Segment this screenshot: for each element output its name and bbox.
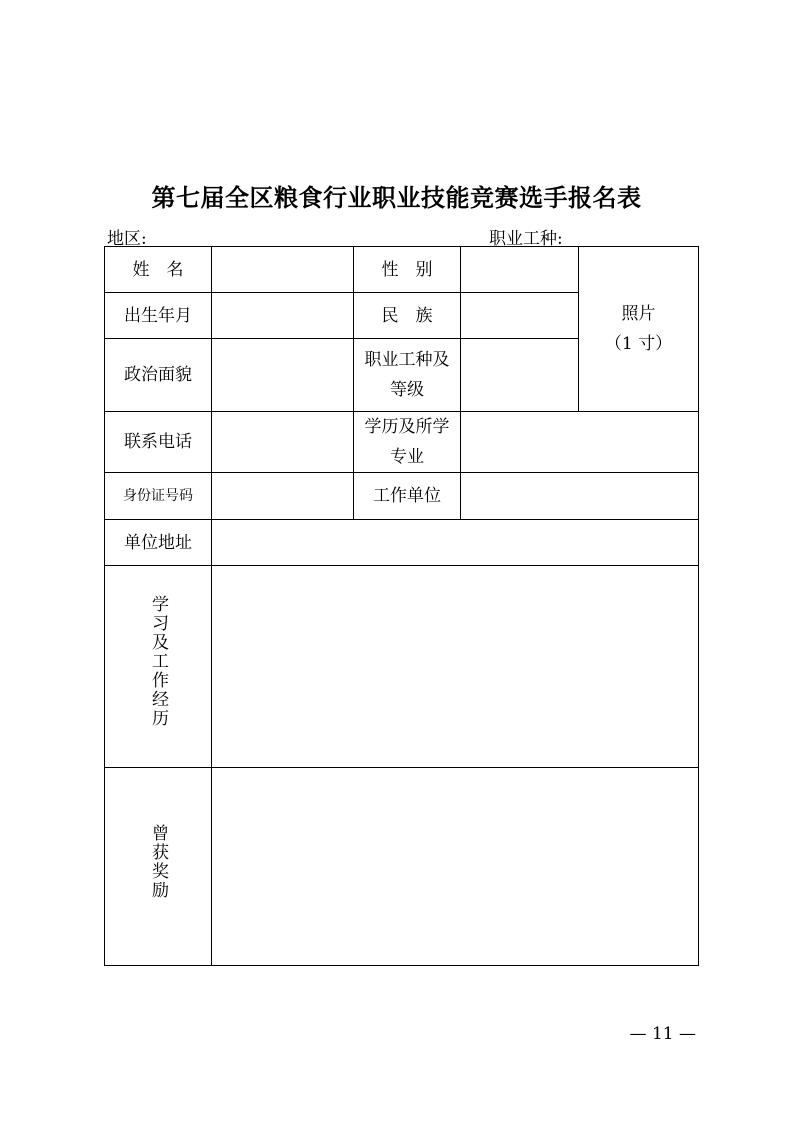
photo-size-label: （1 寸） — [604, 334, 673, 354]
history-label: 学习及工作经历 — [148, 595, 168, 728]
registration-form-table — [104, 246, 699, 966]
photo-label: 照片 — [621, 304, 656, 324]
history-cell — [105, 566, 212, 768]
awards-label: 曾获奖励 — [148, 823, 168, 900]
page-number: — 11 — — [629, 1024, 696, 1044]
birth-field[interactable] — [212, 293, 354, 339]
political-field[interactable] — [212, 339, 354, 412]
awards-cell — [105, 768, 212, 966]
ethnicity-field[interactable] — [461, 293, 579, 339]
phone-label: 联系电话 — [105, 412, 212, 473]
phone-field[interactable] — [212, 412, 354, 473]
education-field[interactable] — [461, 412, 699, 473]
education-label: 学历及所学专业 — [364, 417, 450, 467]
address-label: 单位地址 — [105, 520, 212, 566]
education-cell — [354, 412, 461, 473]
name-label: 姓 名 — [105, 247, 212, 293]
job-grade-cell — [354, 339, 461, 412]
awards-field[interactable] — [212, 768, 699, 966]
ethnicity-label: 民 族 — [354, 293, 461, 339]
address-field[interactable] — [212, 520, 699, 566]
id-field[interactable] — [212, 473, 354, 520]
id-label: 身份证号码 — [105, 473, 212, 520]
job-type-label: 职业工种: — [489, 229, 563, 249]
job-grade-field[interactable] — [461, 339, 579, 412]
page-title: 第七届全区粮食行业职业技能竞赛选手报名表 — [151, 183, 642, 212]
history-field[interactable] — [212, 566, 699, 768]
gender-label: 性 别 — [354, 247, 461, 293]
name-field[interactable] — [212, 247, 354, 293]
workplace-field[interactable] — [461, 473, 699, 520]
workplace-label: 工作单位 — [354, 473, 461, 520]
region-label: 地区: — [107, 229, 147, 249]
political-label: 政治面貌 — [105, 339, 212, 412]
photo-box[interactable] — [579, 247, 699, 412]
job-grade-label: 职业工种及等级 — [364, 350, 450, 400]
gender-field[interactable] — [461, 247, 579, 293]
birth-label: 出生年月 — [105, 293, 212, 339]
